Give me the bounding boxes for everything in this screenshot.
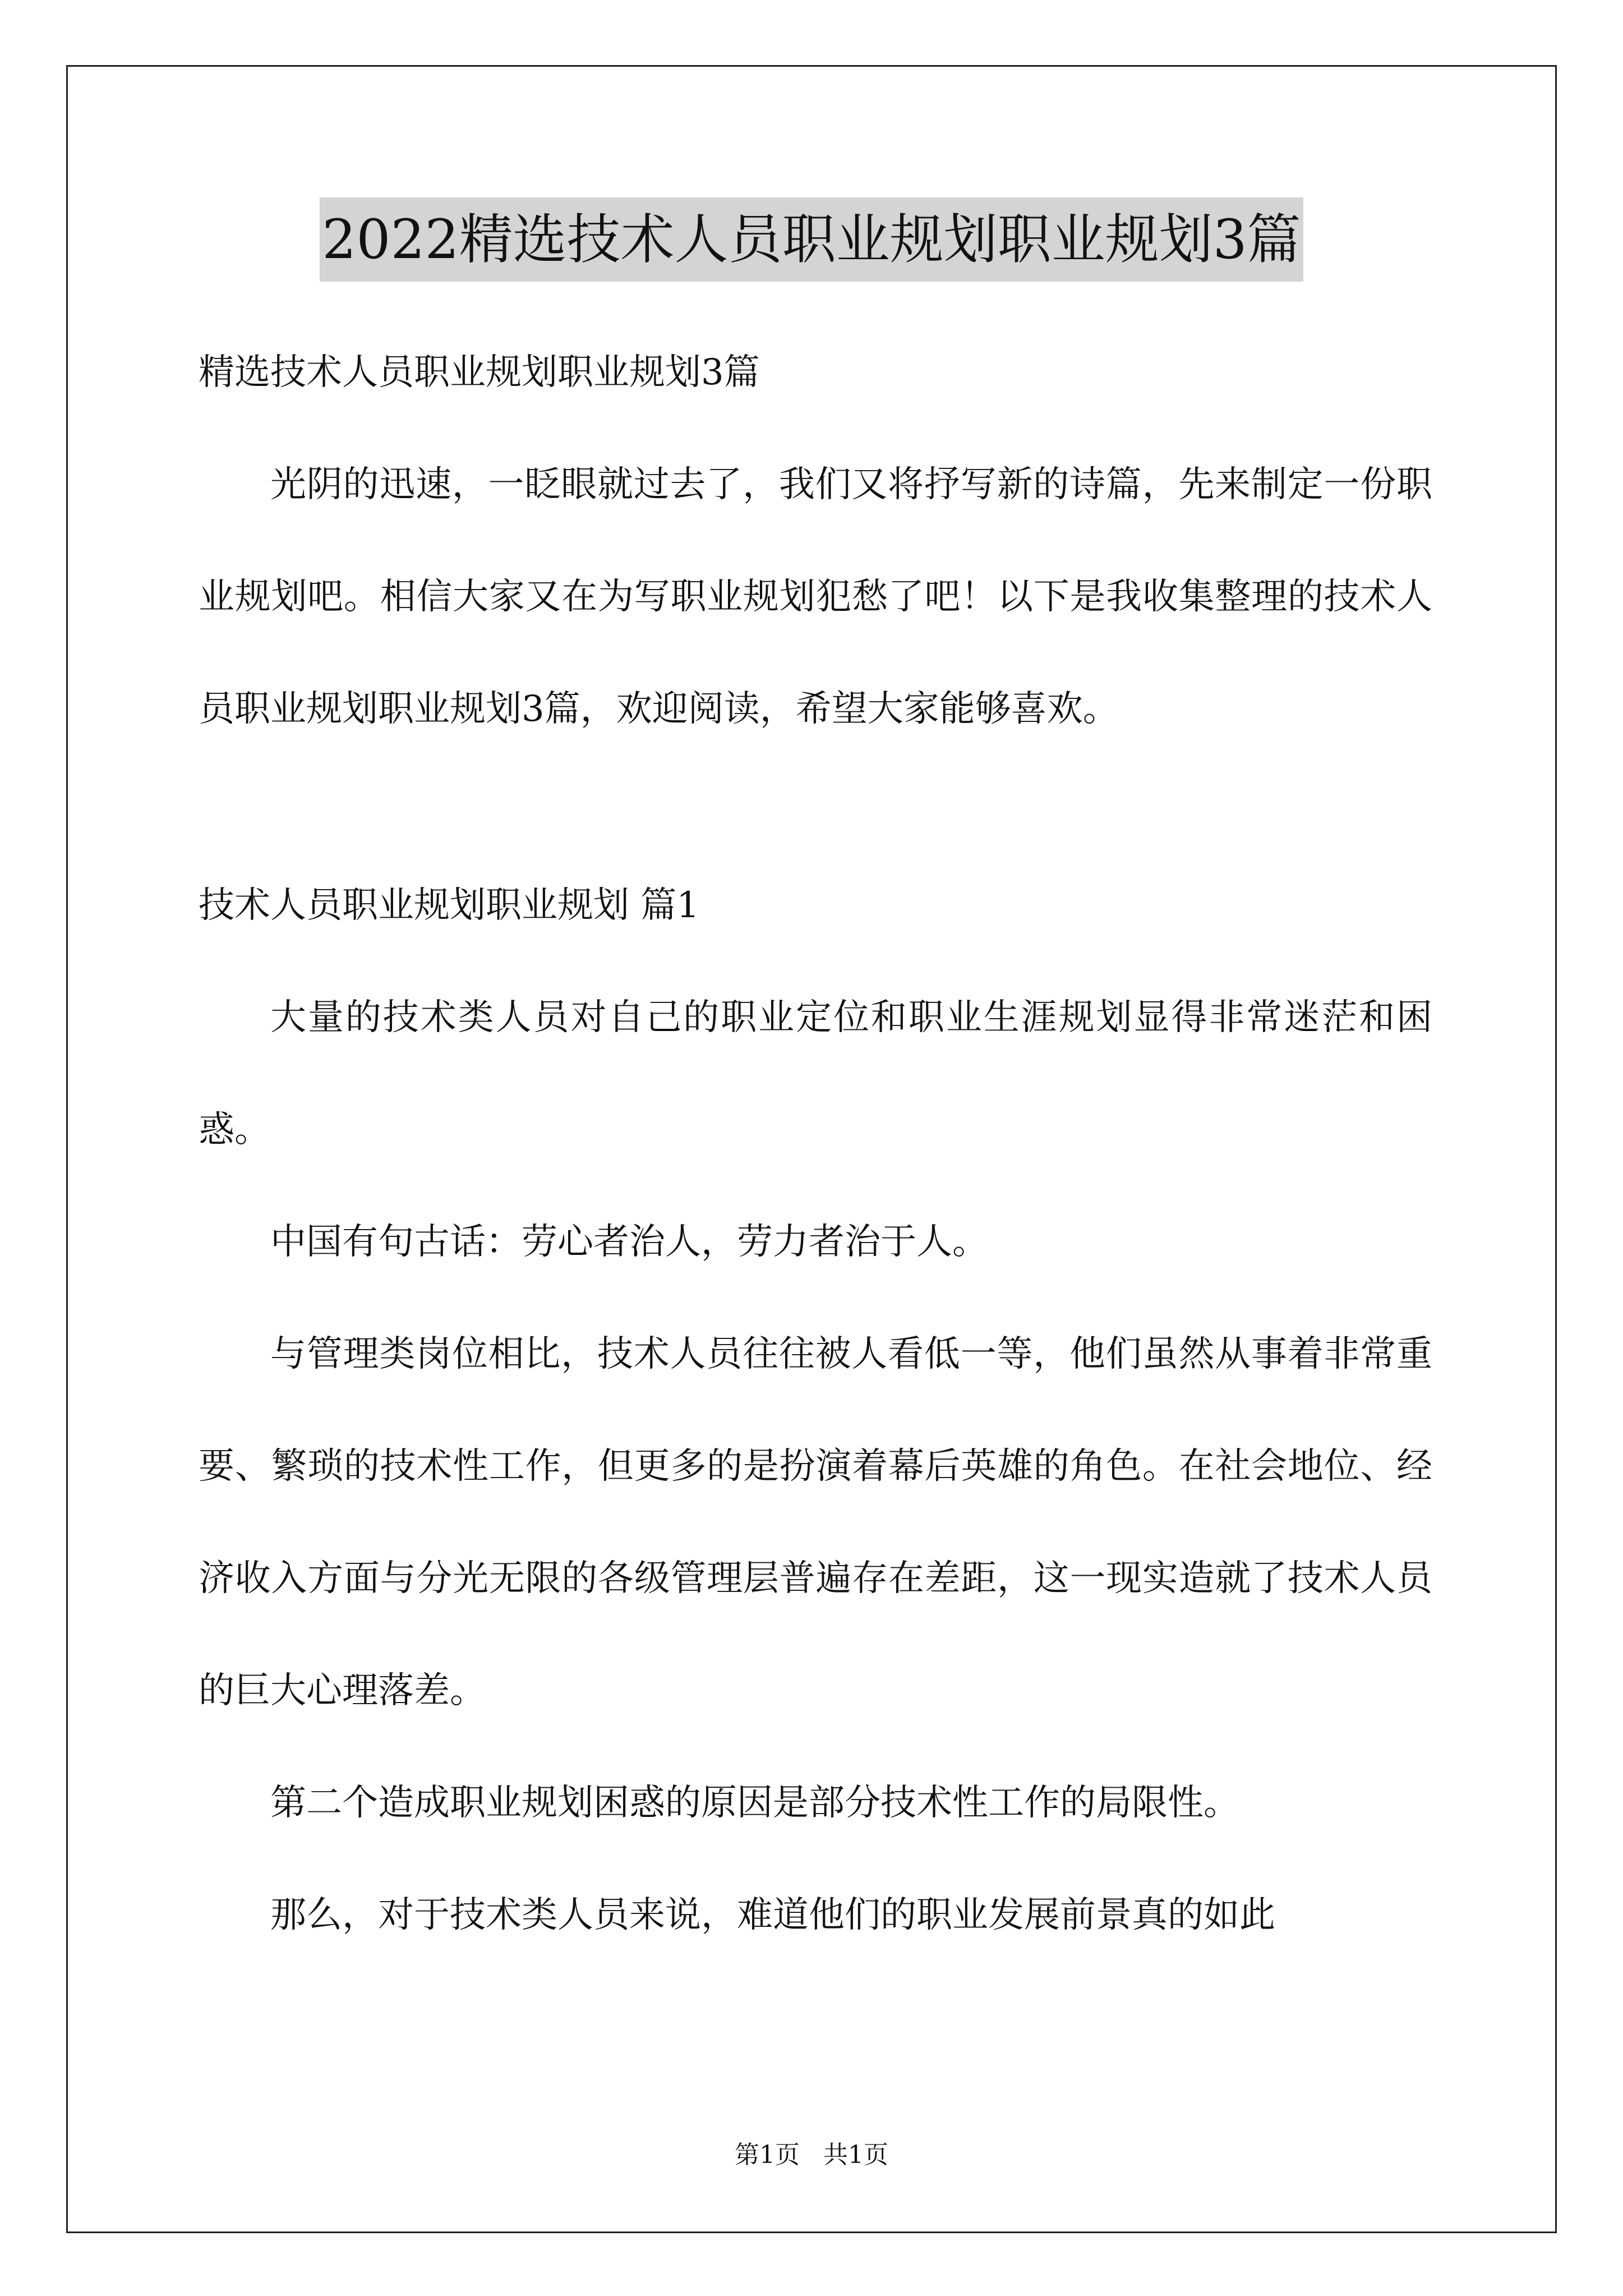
- document-title-text: 2022精选技术人员职业规划职业规划3篇: [320, 197, 1303, 282]
- page-number-footer: 第1页 共1页: [735, 2141, 888, 2169]
- document-title: [0, 197, 1623, 282]
- intro-paragraph: 光阴的迅速，一眨眼就过去了，我们又将抒写新的诗篇，先来制定一份职业规划吧。相信大家又在为写职业规划犯愁了吧！以下是我收集整理的技术人员职业规划职业规划3篇，欢迎阅读，希望大家能够喜欢。: [199, 464, 1432, 730]
- body-paragraph: 第二个造成职业规划困惑的原因是部分技术性工作的局限性。: [270, 1782, 1239, 1824]
- section-heading: 技术人员职业规划职业规划 篇1: [199, 885, 700, 926]
- body-paragraph: 那么，对于技术类人员来说，难道他们的职业发展前景真的如此: [270, 1894, 1275, 1936]
- body-paragraph: 大量的技术类人员对自己的职业定位和职业生涯规划显得非常迷茫和困惑。: [199, 997, 1432, 1151]
- body-paragraph: 中国有句古话：劳心者治人，劳力者治于人。: [270, 1221, 988, 1263]
- body-paragraph: 与管理类岗位相比，技术人员往往被人看低一等，他们虽然从事着非常重要、繁琐的技术性工作，但更多的是扮演着幕后英雄的角色。在社会地位、经济收入方面与分光无限的各级管理层普遍存在差距，这一现实造就了技术人员的巨大心理落差。: [199, 1333, 1432, 1711]
- document-subtitle: 精选技术人员职业规划职业规划3篇: [199, 352, 760, 393]
- document-body: [199, 314, 1432, 1971]
